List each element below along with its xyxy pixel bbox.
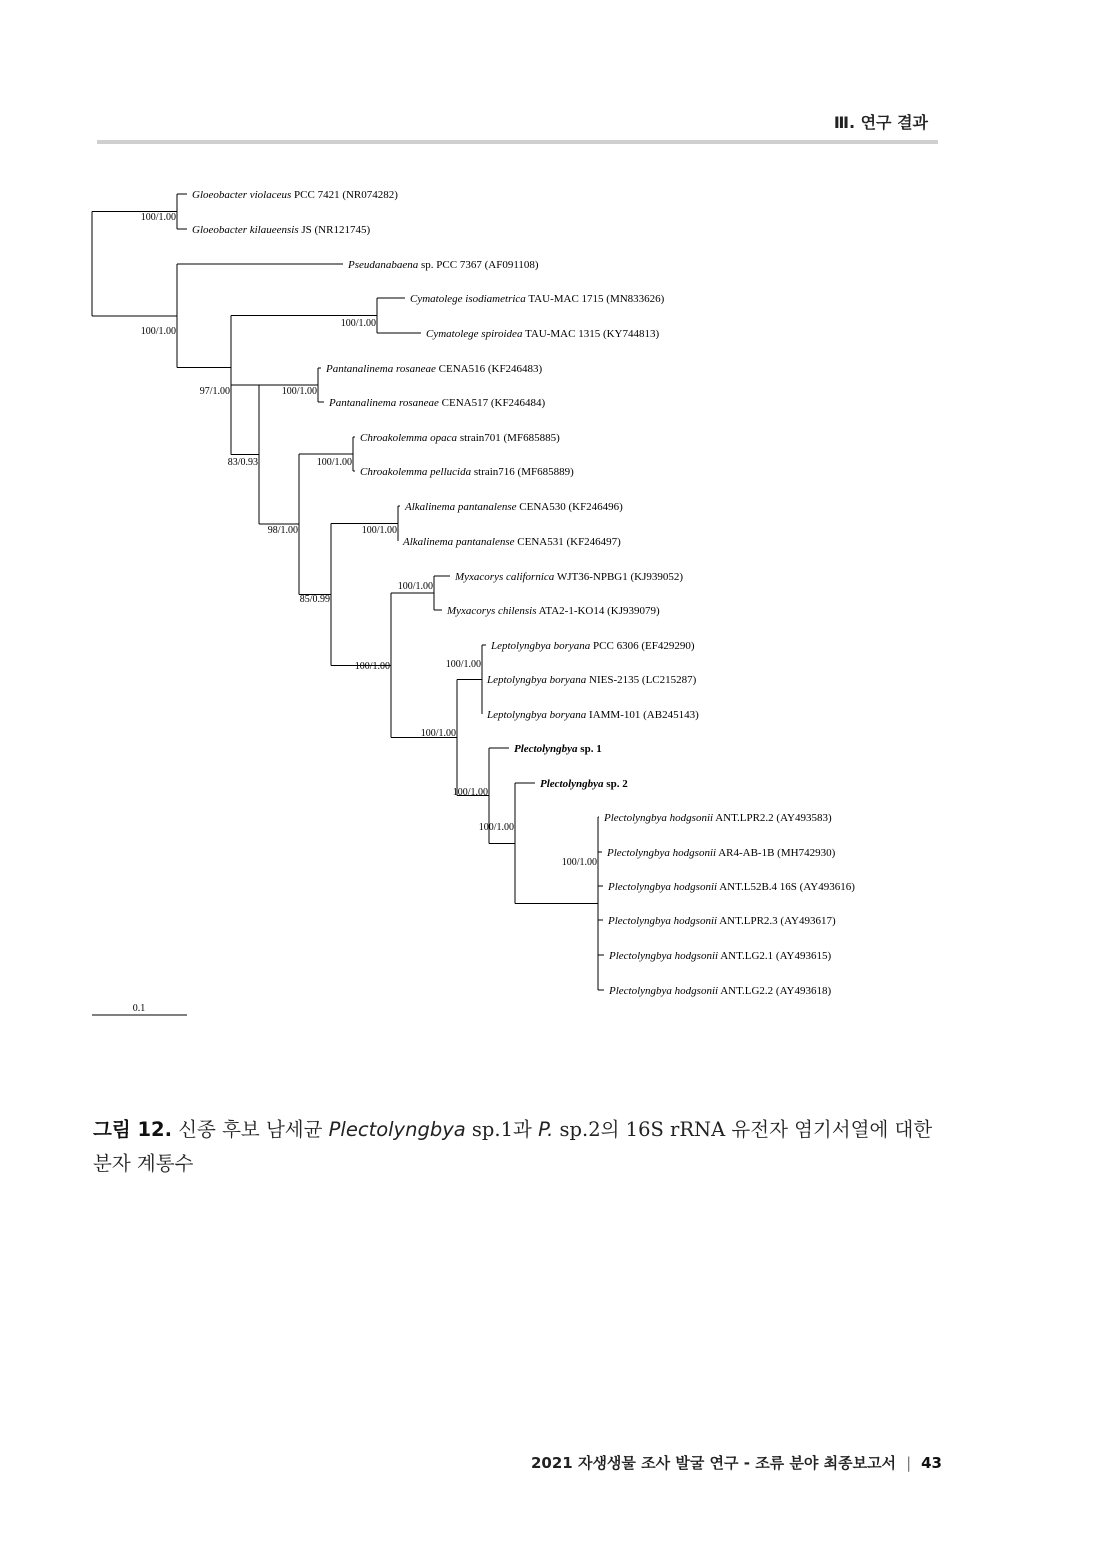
taxon-label — [603, 812, 832, 824]
bootstrap-support-label: 100/1.00 — [354, 661, 390, 672]
bootstrap-support-label: 100/1.00 — [361, 525, 397, 536]
bootstrap-support-label: 100/1.00 — [140, 326, 176, 337]
taxon-name: Plectolyngbya hodgsonii — [609, 950, 719, 962]
page-section-title: Ⅲ. 연구 결과 — [833, 113, 928, 132]
page-footer — [531, 1452, 942, 1473]
bootstrap-support-label: 85/0.99 — [299, 594, 330, 605]
taxon-name: Gloeobacter kilaueensis — [192, 224, 299, 236]
taxon-name: Alkalinema pantanalense — [405, 501, 517, 513]
taxon-strain: ANT.LG2.1 (AY493615) — [718, 950, 832, 962]
taxon-name: Myxacorys chilensis — [447, 605, 537, 617]
taxon-label — [192, 189, 398, 201]
taxon-name: Plectolyngbya — [540, 778, 604, 790]
taxon-label — [540, 778, 628, 790]
bootstrap-support-label: 97/1.00 — [199, 386, 230, 397]
taxon-strain: ANT.L52B.4 16S (AY493616) — [717, 881, 855, 893]
taxon-name: Alkalinema pantanalense — [403, 536, 515, 548]
caption-text-2: sp.1과 — [465, 1118, 539, 1141]
taxon-name: Pantanalinema rosaneae — [329, 397, 439, 409]
taxon-label — [607, 881, 855, 893]
taxon-strain: PCC 7421 (NR074282) — [291, 189, 398, 201]
bootstrap-support-label: 83/0.93 — [227, 457, 258, 468]
taxon-label — [454, 571, 683, 583]
bootstrap-support-label: 100/1.00 — [316, 457, 352, 468]
caption-text-3: sp.2의 16S rRNA 유전자 염기서열에 대한 분자 계통수 — [93, 1118, 933, 1175]
taxon-name: Leptolyngbya boryana — [487, 674, 587, 686]
taxon-strain: sp. 1 — [577, 743, 602, 755]
taxon-strain: strain701 (MF685885) — [457, 432, 560, 444]
taxon-strain: AR4-AB-1B (MH742930) — [716, 847, 836, 859]
taxon-label — [325, 363, 543, 375]
taxon-strain: CENA531 (KF246497) — [514, 536, 621, 548]
bootstrap-support-label: 100/1.00 — [420, 728, 456, 739]
bootstrap-support-label: 100/1.00 — [340, 318, 376, 329]
taxon-label — [192, 224, 370, 236]
taxon-strain: ANT.LPR2.2 (AY493583) — [713, 812, 832, 824]
taxon-label — [404, 501, 623, 513]
taxon-label — [607, 915, 836, 927]
footer-report-title: 2021 자생생물 조사 발굴 연구 - 조류 분야 최종보고서 — [530, 1454, 897, 1472]
taxon-name: Chroakolemma opaca — [360, 432, 458, 444]
taxon-name: Chroakolemma pellucida — [360, 466, 472, 478]
taxon-label — [606, 847, 836, 859]
scale-bar-label: 0.1 — [132, 1003, 146, 1014]
bootstrap-support-label: 100/1.00 — [445, 659, 481, 670]
bootstrap-support-label: 100/1.00 — [397, 581, 433, 592]
figure-number: 그림 12. — [93, 1118, 173, 1141]
taxon-label — [486, 674, 697, 686]
caption-abbrev-italic: P. — [538, 1118, 554, 1141]
taxon-strain: TAU-MAC 1315 (KY744813) — [522, 328, 660, 340]
taxon-label — [446, 605, 660, 617]
taxon-name: Plectolyngbya hodgsonii — [608, 881, 718, 893]
taxon-label — [608, 950, 831, 962]
taxon-name: Leptolyngbya boryana — [487, 709, 587, 721]
bootstrap-support-label: 100/1.00 — [140, 212, 176, 223]
taxon-label — [402, 536, 621, 548]
taxon-label — [426, 328, 660, 340]
taxon-strain: CENA516 (KF246483) — [435, 363, 543, 375]
taxon-label — [360, 432, 560, 444]
taxon-name: Cymatolege isodiametrica — [410, 293, 526, 305]
taxon-strain: ANT.LPR2.3 (AY493617) — [717, 915, 836, 927]
taxon-strain: CENA530 (KF246496) — [516, 501, 623, 513]
taxon-label — [608, 985, 831, 997]
taxon-strain: ANT.LG2.2 (AY493618) — [718, 985, 832, 997]
page-number: 43 — [921, 1454, 942, 1472]
taxon-name: Plectolyngbya hodgsonii — [608, 915, 718, 927]
taxon-strain: JS (NR121745) — [298, 224, 371, 236]
taxon-strain: PCC 6306 (EF429290) — [590, 640, 695, 652]
taxon-label — [486, 709, 699, 721]
taxon-name: Myxacorys californica — [455, 571, 555, 583]
caption-genus-italic: Plectolyngbya — [328, 1118, 466, 1141]
taxon-strain: IAMM-101 (AB245143) — [586, 709, 699, 721]
bootstrap-support-label: 100/1.00 — [281, 386, 317, 397]
taxon-strain: sp. PCC 7367 (AF091108) — [418, 259, 539, 271]
bootstrap-support-label: 100/1.00 — [452, 787, 488, 798]
taxon-strain: WJT36-NPBG1 (KJ939052) — [554, 571, 684, 583]
taxon-strain: CENA517 (KF246484) — [438, 397, 546, 409]
caption-text-1: 신종 후보 남세균 — [172, 1118, 329, 1141]
taxon-label — [490, 640, 695, 652]
taxon-name: Gloeobacter violaceus — [192, 189, 292, 201]
taxon-name: Pantanalinema rosaneae — [326, 363, 436, 375]
bootstrap-support-label: 100/1.00 — [478, 822, 514, 833]
taxon-strain: ATA2-1-KO14 (KJ939079) — [536, 605, 660, 617]
bootstrap-support-label: 100/1.00 — [561, 857, 597, 868]
taxon-strain: NIES-2135 (LC215287) — [586, 674, 697, 686]
taxon-name: Leptolyngbya boryana — [491, 640, 591, 652]
taxon-name: Plectolyngbya hodgsonii — [607, 847, 717, 859]
taxon-name: Plectolyngbya — [514, 743, 578, 755]
taxon-label — [360, 466, 574, 478]
taxon-label — [514, 743, 602, 755]
figure-caption — [93, 1113, 943, 1181]
taxon-name: Plectolyngbya hodgsonii — [604, 812, 714, 824]
taxon-label — [410, 293, 665, 305]
taxon-label — [328, 397, 546, 409]
taxon-strain: strain716 (MF685889) — [471, 466, 574, 478]
taxon-name: Pseudanabaena — [348, 259, 419, 271]
taxon-name: Cymatolege spiroidea — [426, 328, 523, 340]
taxon-strain: TAU-MAC 1715 (MN833626) — [525, 293, 665, 305]
bootstrap-support-label: 98/1.00 — [267, 525, 298, 536]
taxon-strain: sp. 2 — [603, 778, 628, 790]
footer-separator: | — [906, 1454, 912, 1472]
taxon-label — [347, 259, 539, 271]
taxon-name: Plectolyngbya hodgsonii — [609, 985, 719, 997]
